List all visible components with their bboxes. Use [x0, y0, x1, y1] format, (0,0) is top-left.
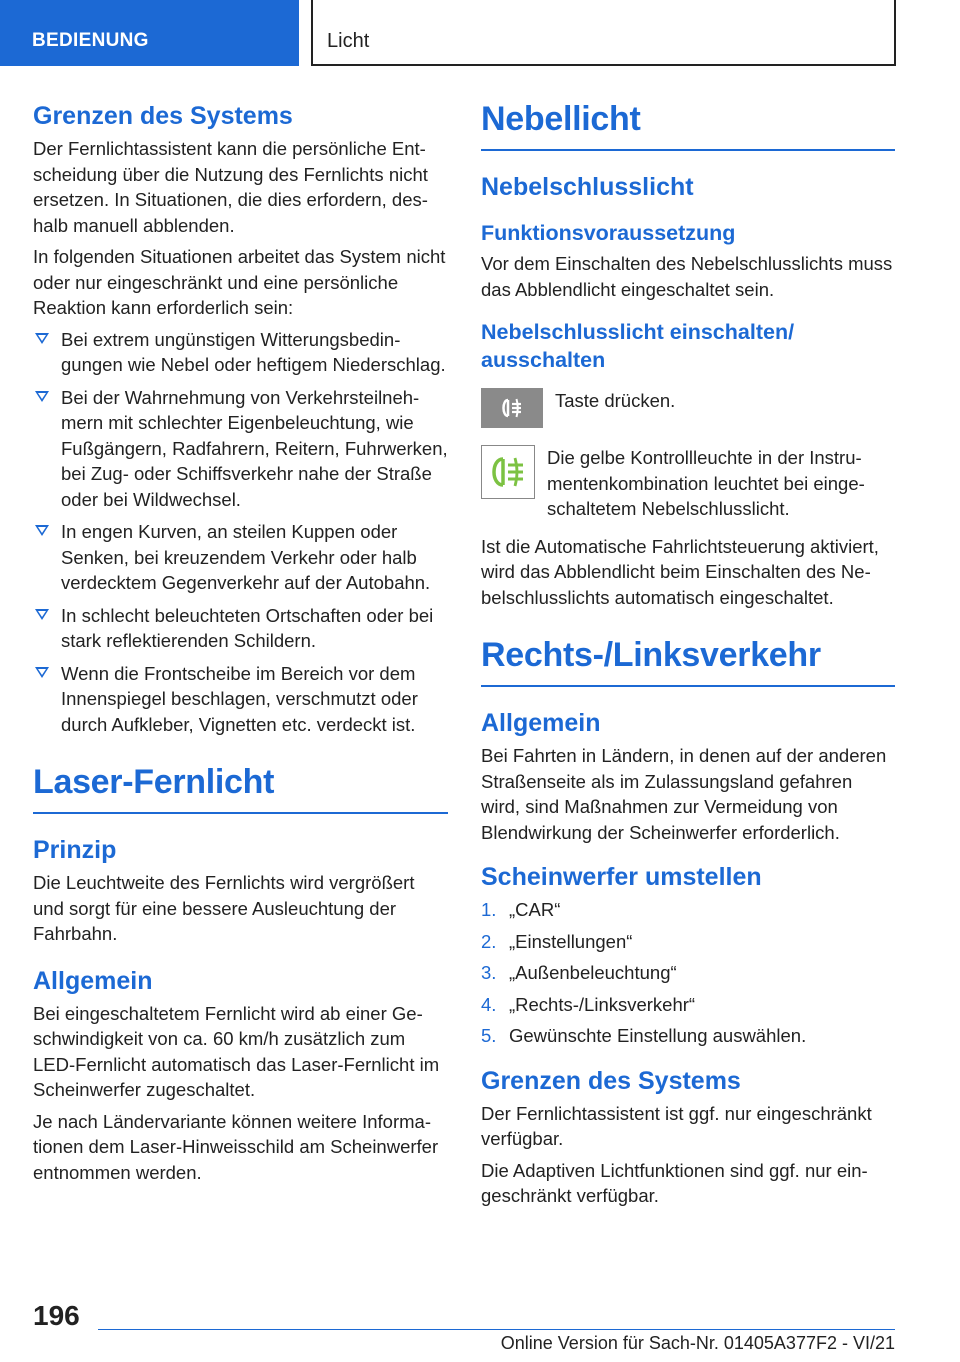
left-column [33, 100, 448, 1191]
footer-divider [98, 1329, 895, 1330]
heading-einschalten: Nebelschlusslicht einschalten/ ausschalten [481, 320, 795, 372]
right-column [481, 100, 895, 1215]
page-number: 196 [33, 1300, 80, 1331]
instruction-text: Die gelbe Kontrollleuchte in der Instrumentenkombination leuchtet bei eingeschaltetem Nebelschlusslicht. [547, 447, 865, 519]
heading-allgemein: Allgemein [481, 709, 601, 737]
section-tab[interactable] [0, 0, 299, 66]
fog-light-button-icon [481, 388, 543, 433]
paragraph: Bei Fahrten in Ländern, in denen auf der anderen Straßenseite als im Zulassungsland gefahren wird, sind Maßnahmen zur Vermeidung von Blendwirkung der Scheinwerfer erforderlich. [481, 745, 887, 843]
list-item: In schlecht beleuchteten Ortschaften oder bei stark reflektierenden Schildern. [33, 603, 448, 654]
paragraph: Die Adaptiven Lichtfunktionen sind ggf. nur eingeschränkt verfügbar. [481, 1159, 868, 1206]
topic-label: Licht [327, 30, 370, 52]
paragraph: Je nach Ländervariante können weitere Informationen dem Laser-Hinweisschild am Scheinwerfer entnommen werden. [33, 1110, 439, 1183]
footer-version: Online Version für Sach-Nr. 01405A377F2 - VI/21 [500, 1333, 895, 1353]
heading-prinzip: Prinzip [33, 836, 117, 864]
section-label: BEDIENUNG [32, 30, 149, 51]
heading-grenzen: Grenzen des Systems [33, 102, 293, 130]
heading-grenzen: Grenzen des Systems [481, 1066, 741, 1095]
triangle-bullet-icon [35, 525, 49, 536]
triangle-bullet-icon [35, 333, 49, 344]
paragraph: Der Fernlichtassistent ist ggf. nur eingeschränkt verfügbar. [481, 1102, 872, 1149]
list-item: 5. Gewünschte Einstellung auswählen. [481, 1025, 807, 1046]
list-item: 2. „Einstellungen“ [481, 930, 633, 952]
heading-laser-fernlicht: Laser-Fernlicht [33, 763, 448, 814]
list-item: 1. „CAR“ [481, 899, 561, 920]
steps-list [481, 897, 895, 1049]
paragraph: Ist die Automatische Fahrlichtsteuerung aktiviert, wird das Abblendlicht beim Einschalten des Nebelschlusslichts automatisch eingeschaltet. [481, 535, 879, 608]
triangle-bullet-icon [35, 609, 49, 620]
paragraph: Der Fernlichtassistent kann die persönliche Entscheidung über die Nutzung des Fernlichts nicht ersetzen. In Situationen, die dies erfordern, deshalb manuell abblenden. [33, 138, 428, 236]
paragraph: Die Leuchtweite des Fernlichts wird vergrößert und sorgt für eine bessere Ausleuchtung der Fahrbahn. [33, 872, 415, 944]
triangle-bullet-icon [35, 391, 49, 402]
paragraph: Vor dem Einschalten des Nebelschlusslichts muss das Abblendlicht eingeschaltet sein. [481, 253, 893, 300]
instruction-text: Taste drücken. [555, 390, 676, 411]
heading-scheinwerfer: Scheinwerfer umstellen [481, 863, 762, 891]
fog-light-indicator-icon [481, 445, 535, 504]
heading-nebelschlusslicht: Nebelschlusslicht [481, 173, 694, 201]
heading-rechts-linksverkehr: Rechts-/Linksverkehr [481, 636, 895, 687]
page-header [0, 0, 960, 66]
triangle-bullet-icon [35, 667, 49, 678]
list-item: Bei der Wahrnehmung von Verkehrsteilnehmern mit schlechter Eigenbeleuchtung, wie Fußgängern, Radfahrern, Reitern, Fuhrwerken, bei Zug- oder Schiffsverkehr nahe der Straße oder bei Wildwechsel. [33, 385, 448, 513]
heading-funktionsvoraussetzung: Funktionsvoraussetzung [481, 221, 736, 245]
list-item: 3. „Außenbeleuchtung“ [481, 962, 677, 983]
indicator-instruction [481, 445, 895, 522]
paragraph: Bei eingeschaltetem Fernlicht wird ab einer Geschwindigkeit von ca. 60 km/h zusätzlich zum LED-Fernlicht automatisch das Laser-Fernlicht im Scheinwerfer zugeschaltet. [33, 1002, 440, 1100]
list-item: Bei extrem ungünstigen Witterungsbedingungen wie Nebel oder heftigem Niederschlag. [33, 327, 448, 378]
paragraph: In folgenden Situationen arbeitet das System nicht oder nur eingeschränkt und eine persönliche Reaktion kann erforderlich sein: [33, 246, 446, 318]
list-item: Wenn die Frontscheibe im Bereich vor dem Innenspiegel beschlagen, verschmutzt oder durch Aufkleber, Vignetten etc. verdeckt ist. [33, 661, 448, 738]
heading-allgemein: Allgemein [33, 966, 153, 995]
button-instruction [481, 388, 895, 433]
list-item: 4. „Rechts-/Linksverkehr“ [481, 993, 696, 1015]
topic-tab[interactable] [311, 0, 896, 66]
heading-nebellicht: Nebellicht [481, 100, 895, 151]
list-item: In engen Kurven, an steilen Kuppen oder Senken, bei kreuzendem Verkehr oder halb verdecktem Gegenverkehr auf der Autobahn. [33, 519, 448, 596]
situation-list [33, 327, 448, 738]
